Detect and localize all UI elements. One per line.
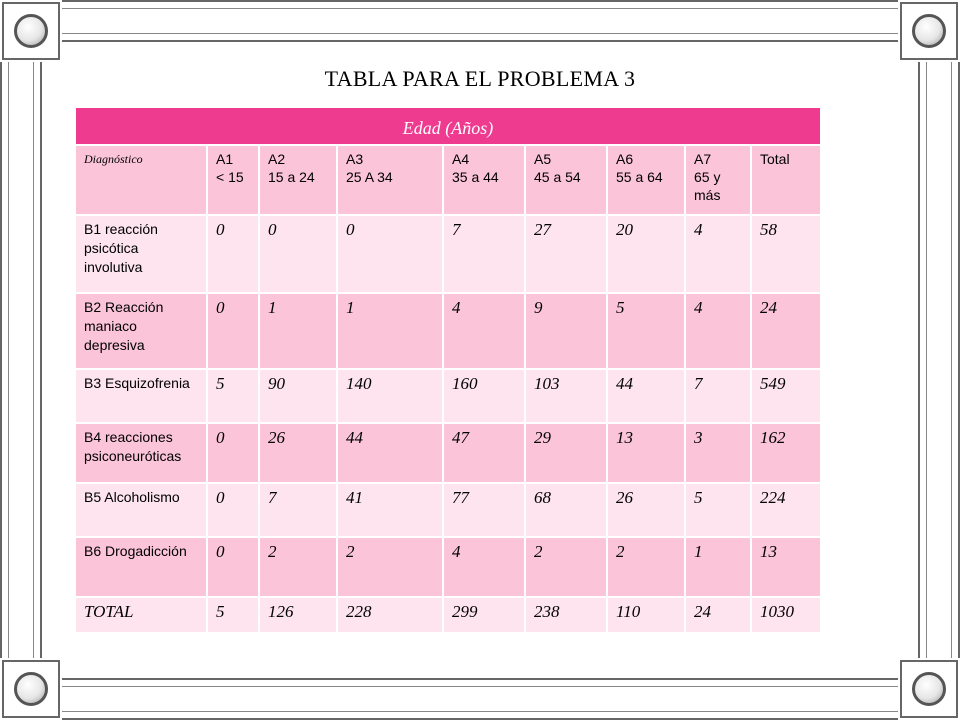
column-header-row: [75, 145, 821, 215]
table-cell: 126: [259, 597, 337, 633]
row-label: B4 reacciones psiconeuróticas: [75, 423, 207, 483]
frame-right-bar: [918, 62, 960, 658]
column-header: A3 25 A 34: [337, 145, 443, 215]
table-cell: 5: [685, 483, 751, 537]
table-cell: 0: [207, 293, 259, 369]
table-cell: 26: [607, 483, 685, 537]
table-cell: 1: [685, 537, 751, 597]
table-row: [75, 597, 821, 633]
table-row: [75, 293, 821, 369]
table-row: [75, 369, 821, 423]
table-cell: 4: [443, 537, 525, 597]
table-row: [75, 423, 821, 483]
table-cell: 0: [207, 423, 259, 483]
table-cell: 2: [525, 537, 607, 597]
table-cell: 5: [607, 293, 685, 369]
table-cell: 238: [525, 597, 607, 633]
row-label: B1 reacción psicótica involutiva: [75, 215, 207, 293]
column-header: A1 < 15: [207, 145, 259, 215]
row-label: B5 Alcoholismo: [75, 483, 207, 537]
table-cell: 228: [337, 597, 443, 633]
table-cell: 27: [525, 215, 607, 293]
knob-icon: [912, 672, 946, 706]
row-total-cell: 24: [751, 293, 821, 369]
table-cell: 0: [207, 537, 259, 597]
frame-top-bar: [62, 0, 898, 42]
diagnosis-header: Diagnóstico: [75, 145, 207, 215]
table-cell: 1: [259, 293, 337, 369]
frame-corner-bottom-left: [2, 660, 60, 718]
age-group-header: Edad (Años): [75, 107, 821, 145]
frame-corner-top-left: [2, 2, 60, 60]
column-header: A7 65 y más: [685, 145, 751, 215]
table-cell: 3: [685, 423, 751, 483]
table-cell: 0: [207, 483, 259, 537]
row-label: B2 Reacción maniaco depresiva: [75, 293, 207, 369]
table-cell: 2: [259, 537, 337, 597]
data-table: [74, 106, 822, 634]
table-row: [75, 537, 821, 597]
table-cell: 9: [525, 293, 607, 369]
row-total-cell: 1030: [751, 597, 821, 633]
row-total-cell: 224: [751, 483, 821, 537]
table-cell: 4: [443, 293, 525, 369]
frame-left-bar: [0, 62, 42, 658]
table-cell: 140: [337, 369, 443, 423]
table-cell: 5: [207, 597, 259, 633]
table-cell: 299: [443, 597, 525, 633]
table-cell: 47: [443, 423, 525, 483]
table-cell: 5: [207, 369, 259, 423]
table-cell: 7: [259, 483, 337, 537]
table-cell: 13: [607, 423, 685, 483]
table-cell: 0: [207, 215, 259, 293]
column-header: A5 45 a 54: [525, 145, 607, 215]
table-cell: 24: [685, 597, 751, 633]
row-label: B6 Drogadicción: [75, 537, 207, 597]
table-cell: 20: [607, 215, 685, 293]
table-cell: 41: [337, 483, 443, 537]
table-cell: 110: [607, 597, 685, 633]
table-cell: 0: [337, 215, 443, 293]
table-cell: 77: [443, 483, 525, 537]
knob-icon: [912, 14, 946, 48]
table-cell: 7: [443, 215, 525, 293]
row-label: TOTAL: [75, 597, 207, 633]
frame-corner-bottom-right: [900, 660, 958, 718]
table-cell: 44: [337, 423, 443, 483]
knob-icon: [14, 14, 48, 48]
column-header: A2 15 a 24: [259, 145, 337, 215]
total-header: Total: [751, 145, 821, 215]
table-cell: 7: [685, 369, 751, 423]
row-label: B3 Esquizofrenia: [75, 369, 207, 423]
table-row: [75, 483, 821, 537]
table-cell: 44: [607, 369, 685, 423]
table-cell: 103: [525, 369, 607, 423]
table-cell: 2: [607, 537, 685, 597]
column-header: A4 35 a 44: [443, 145, 525, 215]
table-cell: 1: [337, 293, 443, 369]
frame-bottom-bar: [62, 678, 898, 720]
table-cell: 4: [685, 215, 751, 293]
knob-icon: [14, 672, 48, 706]
table-cell: 90: [259, 369, 337, 423]
table-cell: 29: [525, 423, 607, 483]
table-cell: 68: [525, 483, 607, 537]
row-total-cell: 549: [751, 369, 821, 423]
table-cell: 26: [259, 423, 337, 483]
row-total-cell: 58: [751, 215, 821, 293]
row-total-cell: 162: [751, 423, 821, 483]
frame-corner-top-right: [900, 2, 958, 60]
table-cell: 160: [443, 369, 525, 423]
row-total-cell: 13: [751, 537, 821, 597]
table-row: [75, 215, 821, 293]
table-cell: 0: [259, 215, 337, 293]
table-cell: 2: [337, 537, 443, 597]
page-title: TABLA PARA EL PROBLEMA 3: [324, 66, 636, 91]
table-cell: 4: [685, 293, 751, 369]
column-header: A6 55 a 64: [607, 145, 685, 215]
